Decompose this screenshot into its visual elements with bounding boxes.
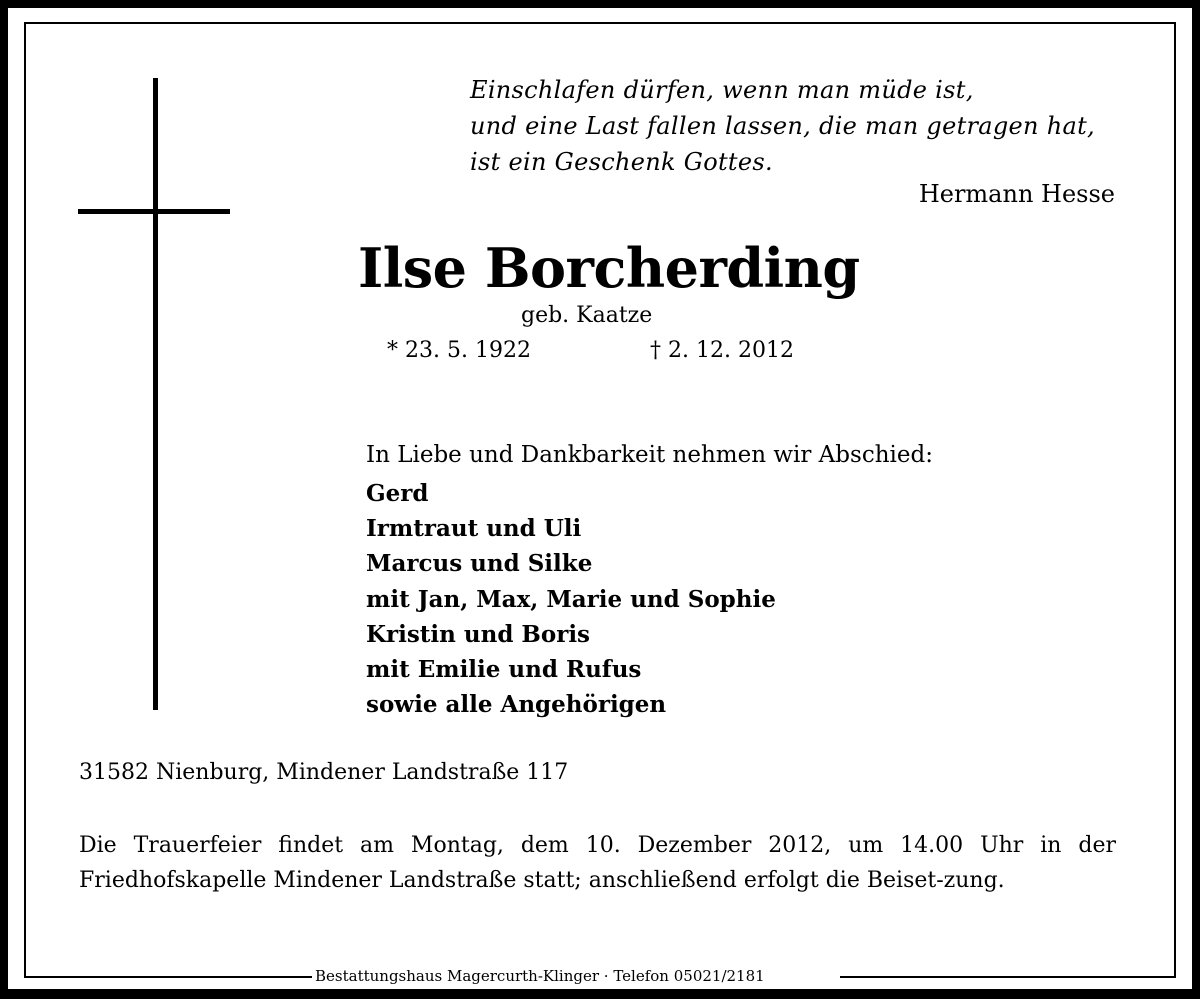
mourner-item: Irmtraut und Uli xyxy=(366,515,582,543)
deceased-name: Ilse Borcherding xyxy=(358,236,860,300)
mourner-item: Kristin und Boris xyxy=(366,620,591,648)
mourner-item: Gerd xyxy=(366,480,429,507)
maiden-name: geb. Kaatze xyxy=(521,303,653,328)
cross-horizontal-bar xyxy=(78,209,230,214)
mourners-list xyxy=(366,476,776,722)
death-date: † 2. 12. 2012 xyxy=(650,338,794,363)
hesse-quote xyxy=(470,72,1095,180)
mourner-item: mit Emilie und Rufus xyxy=(366,656,642,684)
mourner-item: mit Jan, Max, Marie und Sophie xyxy=(366,585,776,613)
mourner-item: Marcus und Silke xyxy=(366,550,593,578)
farewell-text: In Liebe und Dankbarkeit nehmen wir Abschied: xyxy=(366,442,933,468)
footer-rule-left xyxy=(24,976,312,978)
cross-vertical-bar xyxy=(153,78,158,710)
footer-rule-right xyxy=(840,976,1176,978)
address: 31582 Nienburg, Mindener Landstraße 117 xyxy=(79,760,569,785)
funeral-home-footer: Bestattungshaus Magercurth-Klinger · Telefon 05021/2181 xyxy=(312,966,768,986)
quote-author: Hermann Hesse xyxy=(918,180,1115,208)
mourner-item: sowie alle Angehörigen xyxy=(366,691,667,719)
birth-date: * 23. 5. 1922 xyxy=(387,338,531,363)
service-notice: Die Trauerfeier findet am Montag, dem 10. Dezember 2012, um 14.00 Uhr in der Friedhofskapelle Mindener Landstraße statt; anschließend erfolgt die Beiset-zung. xyxy=(79,833,1116,893)
quote-line: ist ein Geschenk Gottes. xyxy=(470,148,773,176)
quote-line: und eine Last fallen lassen, die man getragen hat, xyxy=(470,112,1095,140)
quote-line: Einschlafen dürfen, wenn man müde ist, xyxy=(470,76,974,104)
